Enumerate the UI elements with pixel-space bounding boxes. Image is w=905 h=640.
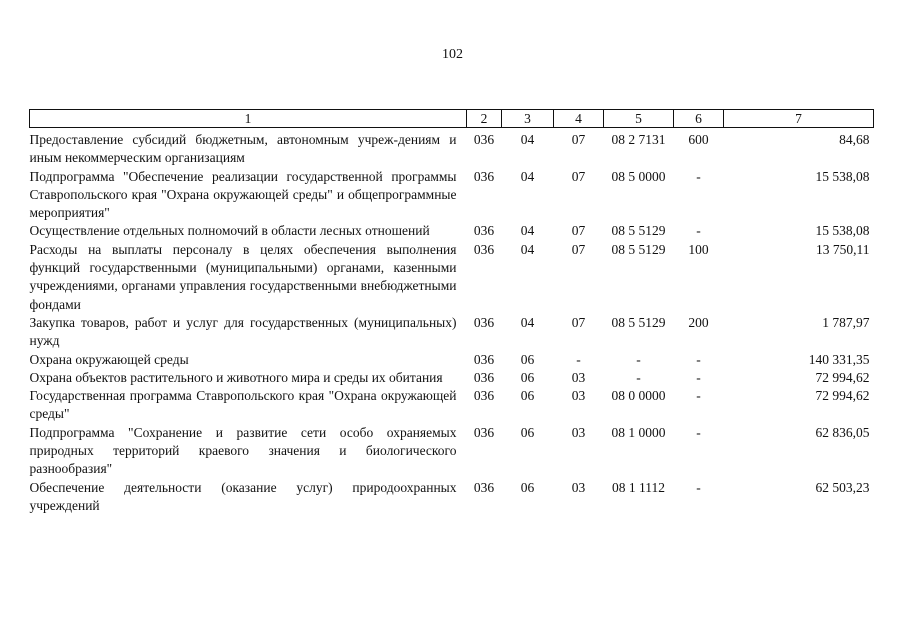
table-row (30, 314, 874, 351)
row-ministry-code: 036 (473, 351, 495, 367)
row-amount: 15 538,08 (815, 223, 870, 239)
row-target-item: 08 5 5129 (611, 314, 666, 330)
row-subsection: 07 (571, 223, 586, 239)
row-amount: 15 538,08 (815, 168, 870, 184)
table-row (30, 128, 874, 168)
budget-table (29, 109, 874, 515)
row-expense-type: - (696, 388, 701, 404)
row-target-item: - (636, 369, 641, 385)
row-amount: 140 331,35 (808, 351, 870, 367)
row-target-item: - (636, 351, 641, 367)
row-name: Подпрограмма "Сохранение и развитие сети особо охраняемых природных территорий краевого значения и биологического разнообразия" (29, 424, 457, 477)
row-subsection: 07 (571, 314, 586, 330)
row-amount: 13 750,11 (816, 241, 870, 257)
header-col-7: 7 (724, 110, 874, 128)
budget-table-container (29, 109, 873, 515)
row-ministry-code: 036 (473, 314, 495, 330)
row-section: 06 (520, 351, 535, 367)
row-subsection: 03 (571, 479, 586, 495)
row-name: Закупка товаров, работ и услуг для государственных (муниципальных) нужд (29, 314, 457, 349)
table-row (30, 369, 874, 387)
row-subsection: 03 (571, 369, 586, 385)
header-col-2: 2 (467, 110, 502, 128)
row-name: Осуществление отдельных полномочий в области лесных отношений (29, 223, 430, 239)
row-name: Расходы на выплаты персоналу в целях обеспечения выполнения функций государственными (муниципальными) органами, казенными учреждениями, органами управления государственными внебюджетными фондами (29, 241, 457, 312)
row-name: Предоставление субсидий бюджетным, автономным учреж-дениям и иным некоммерческим организациям (29, 132, 457, 166)
row-section: 04 (520, 223, 535, 239)
row-section: 04 (520, 132, 535, 147)
table-row (30, 168, 874, 223)
row-ministry-code: 036 (473, 168, 495, 184)
row-expense-type: - (696, 351, 701, 367)
header-col-4: 4 (554, 110, 604, 128)
row-expense-type: 200 (688, 314, 709, 330)
row-expense-type: 100 (688, 241, 709, 257)
row-subsection: 07 (571, 168, 586, 184)
row-expense-type: - (696, 424, 701, 440)
row-amount: 62 836,05 (815, 424, 870, 440)
row-ministry-code: 036 (473, 388, 495, 404)
table-body (30, 128, 874, 516)
table-row (30, 387, 874, 424)
row-name: Государственная программа Ставропольского края "Охрана окружающей среды" (29, 388, 457, 422)
row-expense-type: - (696, 168, 701, 184)
table-row (30, 351, 874, 369)
row-amount: 84,68 (839, 132, 870, 147)
row-expense-type: 600 (688, 132, 709, 147)
table-header (30, 110, 874, 128)
row-amount: 72 994,62 (815, 388, 870, 404)
row-amount: 1 787,97 (822, 314, 870, 330)
header-col-3: 3 (502, 110, 554, 128)
row-name: Охрана окружающей среды (29, 351, 189, 367)
row-subsection: 07 (571, 241, 586, 257)
table-row (30, 424, 874, 479)
row-expense-type: - (696, 223, 701, 239)
row-subsection: - (576, 351, 581, 367)
row-ministry-code: 036 (473, 223, 495, 239)
row-section: 06 (520, 369, 535, 385)
row-subsection: 07 (571, 132, 586, 147)
row-target-item: 08 5 5129 (611, 223, 666, 239)
row-ministry-code: 036 (473, 369, 495, 385)
row-subsection: 03 (571, 424, 586, 440)
row-section: 04 (520, 241, 535, 257)
row-ministry-code: 036 (473, 241, 495, 257)
header-row (30, 110, 874, 128)
page-number: 102 (442, 47, 463, 62)
row-ministry-code: 036 (473, 424, 495, 440)
table-row (30, 479, 874, 516)
row-ministry-code: 036 (473, 132, 495, 147)
row-amount: 62 503,23 (815, 479, 870, 495)
row-target-item: 08 2 7131 (611, 132, 666, 147)
header-col-5: 5 (604, 110, 674, 128)
row-name: Охрана объектов растительного и животного мира и среды их обитания (29, 369, 443, 385)
row-amount: 72 994,62 (815, 369, 870, 385)
row-target-item: 08 1 1112 (612, 479, 665, 495)
row-section: 06 (520, 424, 535, 440)
row-section: 04 (520, 168, 535, 184)
row-target-item: 08 0 0000 (611, 388, 666, 404)
row-expense-type: - (696, 479, 701, 495)
row-section: 04 (520, 314, 535, 330)
row-target-item: 08 1 0000 (611, 424, 666, 440)
header-col-6: 6 (674, 110, 724, 128)
row-subsection: 03 (571, 388, 586, 404)
table-row (30, 241, 874, 314)
row-target-item: 08 5 5129 (611, 241, 666, 257)
row-ministry-code: 036 (473, 479, 495, 495)
row-section: 06 (520, 479, 535, 495)
row-section: 06 (520, 388, 535, 404)
row-target-item: 08 5 0000 (611, 168, 666, 184)
row-name: Подпрограмма "Обеспечение реализации государственной программы Ставропольского края "Охрана окружающей среды" и общепрограммные мероприятия" (29, 168, 457, 221)
row-name: Обеспечение деятельности (оказание услуг) природоохранных учреждений (29, 479, 457, 513)
table-row (30, 222, 874, 240)
row-expense-type: - (696, 369, 701, 385)
header-col-1: 1 (30, 110, 467, 128)
